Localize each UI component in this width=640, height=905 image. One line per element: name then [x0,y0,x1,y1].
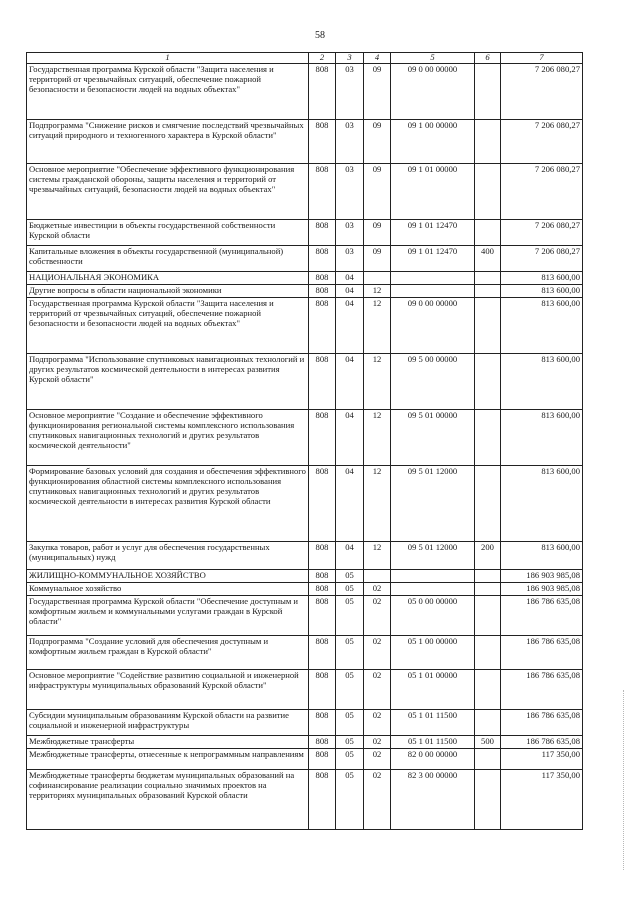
cell-grbs: 808 [309,595,336,635]
cell-rz: 04 [336,541,364,569]
cell-sum: 186 786 635,08 [501,709,583,735]
cell-pr: 09 [364,63,391,119]
cell-sum: 7 206 080,27 [501,219,583,245]
table-row [27,669,583,709]
cell-grbs: 808 [309,119,336,163]
cell-csr: 05 1 01 11500 [391,735,475,748]
cell-pr: 02 [364,735,391,748]
scan-edge-marks [623,690,626,870]
cell-name: Государственная программа Курской области "Обеспечение доступным и комфортным жильем и коммунальными услугами граждан в Курской области" [27,595,309,635]
cell-sum: 7 206 080,27 [501,63,583,119]
cell-csr: 05 1 00 00000 [391,635,475,669]
table-row [27,271,583,284]
cell-pr: 02 [364,635,391,669]
cell-vr [475,63,501,119]
budget-table [26,52,583,830]
cell-rz: 03 [336,119,364,163]
table-row [27,284,583,297]
column-header: 7 [501,53,583,64]
column-header: 3 [336,53,364,64]
cell-pr: 12 [364,284,391,297]
cell-pr: 02 [364,595,391,635]
table-row [27,219,583,245]
cell-grbs: 808 [309,465,336,541]
cell-grbs: 808 [309,284,336,297]
cell-csr: 09 1 00 00000 [391,119,475,163]
table-row [27,119,583,163]
cell-sum: 813 600,00 [501,465,583,541]
cell-pr: 12 [364,409,391,465]
cell-pr: 02 [364,709,391,735]
cell-pr: 09 [364,245,391,271]
cell-vr [475,582,501,595]
cell-grbs: 808 [309,541,336,569]
cell-name: Другие вопросы в области национальной экономики [27,284,309,297]
cell-vr [475,669,501,709]
cell-rz: 04 [336,297,364,353]
cell-csr [391,284,475,297]
cell-vr [475,353,501,409]
cell-name: Подпрограмма "Использование спутниковых навигационных технологий и других результатов космической деятельности в интересах развития Курской области" [27,353,309,409]
cell-vr [475,569,501,582]
cell-sum: 813 600,00 [501,284,583,297]
cell-vr [475,769,501,829]
cell-pr [364,271,391,284]
table-row [27,635,583,669]
cell-rz: 05 [336,582,364,595]
table-row [27,409,583,465]
cell-rz: 04 [336,409,364,465]
cell-grbs: 808 [309,271,336,284]
table-row [27,353,583,409]
cell-pr: 02 [364,748,391,769]
cell-csr: 09 5 00 00000 [391,353,475,409]
cell-csr [391,582,475,595]
cell-name: Капитальные вложения в объекты государственной (муниципальной) собственности [27,245,309,271]
cell-grbs: 808 [309,245,336,271]
cell-csr: 05 1 01 11500 [391,709,475,735]
cell-vr [475,284,501,297]
table-row [27,163,583,219]
cell-rz: 05 [336,748,364,769]
cell-csr: 09 0 00 00000 [391,297,475,353]
table-row [27,582,583,595]
column-header: 1 [27,53,309,64]
cell-sum: 186 786 635,08 [501,735,583,748]
cell-rz: 05 [336,595,364,635]
cell-csr: 09 0 00 00000 [391,63,475,119]
cell-name: Межбюджетные трансферты [27,735,309,748]
cell-rz: 05 [336,669,364,709]
page-number: 58 [315,30,325,41]
cell-sum: 813 600,00 [501,409,583,465]
cell-csr: 09 5 01 12000 [391,541,475,569]
cell-vr [475,271,501,284]
cell-name: Бюджетные инвестиции в объекты государственной собственности Курской области [27,219,309,245]
cell-name: Межбюджетные трансферты, отнесенные к непрограммным направлениям [27,748,309,769]
table-row [27,748,583,769]
cell-sum: 117 350,00 [501,769,583,829]
cell-pr: 12 [364,353,391,409]
table-row [27,595,583,635]
cell-sum: 186 903 985,08 [501,582,583,595]
cell-sum: 186 786 635,08 [501,595,583,635]
cell-name: Межбюджетные трансферты бюджетам муниципальных образований на софинансирование реализации социально значимых проектов на территориях муниципальных образований Курской области [27,769,309,829]
cell-pr: 02 [364,582,391,595]
column-header: 2 [309,53,336,64]
column-header: 6 [475,53,501,64]
cell-grbs: 808 [309,669,336,709]
table-row [27,709,583,735]
cell-pr: 09 [364,119,391,163]
cell-pr [364,569,391,582]
cell-sum: 813 600,00 [501,353,583,409]
cell-name: Формирование базовых условий для создания и обеспечения эффективного функционирования областной системы комплексного использования спутниковых навигационных технологий и других результатов космической деятельности в интересах развития Курской области [27,465,309,541]
cell-name: Субсидии муниципальным образованиям Курской области на развитие социальной и инженерной инфраструктуры [27,709,309,735]
cell-vr: 200 [475,541,501,569]
cell-vr [475,119,501,163]
cell-vr [475,748,501,769]
cell-grbs: 808 [309,748,336,769]
cell-sum: 7 206 080,27 [501,119,583,163]
cell-name: Закупка товаров, работ и услуг для обеспечения государственных (муниципальных) нужд [27,541,309,569]
cell-csr [391,271,475,284]
cell-name: Подпрограмма "Создание условий для обеспечения доступным и комфортным жильем граждан в Курской области" [27,635,309,669]
cell-rz: 05 [336,735,364,748]
cell-grbs: 808 [309,709,336,735]
cell-pr: 12 [364,297,391,353]
cell-csr: 05 0 00 00000 [391,595,475,635]
cell-vr [475,465,501,541]
cell-vr [475,635,501,669]
cell-csr: 05 1 01 00000 [391,669,475,709]
cell-vr [475,709,501,735]
cell-grbs: 808 [309,569,336,582]
cell-sum: 7 206 080,27 [501,245,583,271]
cell-name: Основное мероприятие "Создание и обеспечение эффективного функционирования региональной системы комплексного использования спутниковых навигационных технологий и других результатов космической деятельности" [27,409,309,465]
cell-pr: 09 [364,219,391,245]
cell-csr: 82 3 00 00000 [391,769,475,829]
cell-rz: 05 [336,709,364,735]
column-number-row [27,53,583,64]
cell-pr: 12 [364,541,391,569]
column-header: 4 [364,53,391,64]
cell-pr: 12 [364,465,391,541]
cell-grbs: 808 [309,353,336,409]
table-row [27,769,583,829]
cell-csr: 09 5 01 12000 [391,465,475,541]
cell-pr: 09 [364,163,391,219]
cell-sum: 186 903 985,08 [501,569,583,582]
cell-grbs: 808 [309,635,336,669]
cell-grbs: 808 [309,582,336,595]
cell-name: Основное мероприятие "Содействие развитию социальной и инженерной инфраструктуры муниципальных образований Курской области" [27,669,309,709]
cell-rz: 05 [336,635,364,669]
cell-sum: 813 600,00 [501,271,583,284]
cell-grbs: 808 [309,409,336,465]
table-row [27,63,583,119]
cell-name: Коммунальное хозяйство [27,582,309,595]
cell-name: ЖИЛИЩНО-КОММУНАЛЬНОЕ ХОЗЯЙСТВО [27,569,309,582]
cell-csr [391,569,475,582]
cell-rz: 04 [336,284,364,297]
cell-name: Подпрограмма "Снижение рисков и смягчение последствий чрезвычайных ситуаций природного и техногенного характера в Курской области" [27,119,309,163]
cell-sum: 186 786 635,08 [501,635,583,669]
cell-rz: 05 [336,769,364,829]
cell-vr [475,297,501,353]
cell-vr: 500 [475,735,501,748]
cell-vr [475,409,501,465]
cell-pr: 02 [364,669,391,709]
table-row [27,735,583,748]
cell-sum: 186 786 635,08 [501,669,583,709]
cell-rz: 05 [336,569,364,582]
cell-rz: 03 [336,219,364,245]
column-header: 5 [391,53,475,64]
cell-pr: 02 [364,769,391,829]
cell-rz: 04 [336,353,364,409]
cell-grbs: 808 [309,219,336,245]
cell-grbs: 808 [309,63,336,119]
table-row [27,569,583,582]
cell-rz: 04 [336,465,364,541]
cell-csr: 09 1 01 12470 [391,219,475,245]
table-row [27,297,583,353]
cell-vr: 400 [475,245,501,271]
cell-vr [475,163,501,219]
cell-grbs: 808 [309,735,336,748]
cell-grbs: 808 [309,297,336,353]
cell-grbs: 808 [309,769,336,829]
cell-sum: 117 350,00 [501,748,583,769]
table-row [27,465,583,541]
cell-rz: 03 [336,163,364,219]
cell-csr: 09 1 01 12470 [391,245,475,271]
cell-name: Государственная программа Курской области "Защита населения и территорий от чрезвычайных ситуаций, обеспечение пожарной безопасности и безопасности людей на водных объектах" [27,297,309,353]
cell-vr [475,219,501,245]
table-row [27,541,583,569]
cell-csr: 82 0 00 00000 [391,748,475,769]
cell-sum: 7 206 080,27 [501,163,583,219]
cell-sum: 813 600,00 [501,541,583,569]
cell-rz: 04 [336,271,364,284]
cell-rz: 03 [336,245,364,271]
cell-vr [475,595,501,635]
cell-rz: 03 [336,63,364,119]
cell-grbs: 808 [309,163,336,219]
cell-name: Государственная программа Курской области "Защита населения и территорий от чрезвычайных ситуаций, обеспечение пожарной безопасности и безопасности людей на водных объектах" [27,63,309,119]
cell-csr: 09 5 01 00000 [391,409,475,465]
cell-name: Основное мероприятие "Обеспечение эффективного функционирования системы гражданской обороны, защиты населения и территорий от чрезвычайных ситуаций, безопасности людей на водных объектах" [27,163,309,219]
cell-csr: 09 1 01 00000 [391,163,475,219]
table-row [27,245,583,271]
cell-name: НАЦИОНАЛЬНАЯ ЭКОНОМИКА [27,271,309,284]
cell-sum: 813 600,00 [501,297,583,353]
